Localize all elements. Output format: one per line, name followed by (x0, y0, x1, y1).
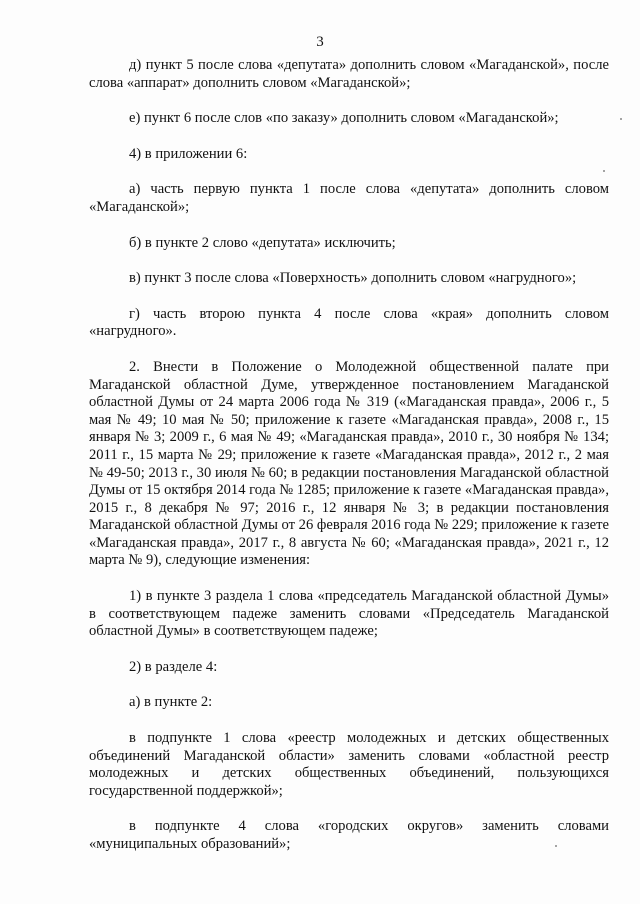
paragraph-subpoint-1: в подпункте 1 слова «реестр молодежных и детских общественных объединений Магаданской области» заменить словами «областной реестр молодежных и детских общественных объединений, пользующихся государственной поддержкой»; (89, 730, 609, 799)
paragraph-item-a: а) часть первую пункта 1 после слова «депутата» дополнить словом «Магаданской»; (89, 181, 609, 215)
paragraph-item-b: б) в пункте 2 слово «депутата» исключить; (129, 234, 396, 251)
paragraph-section-2: 2. Внести в Положение о Молодежной общественной палате при Магаданской областной Думе, утвержденное постановлением Магаданской областной Думы от 24 марта 2006 года № 319 («Магаданская правда», 2006 г., 5 мая № 49; 10 мая № 50; приложение к газете «Магаданская правда», 2008 г., 15 января № 3; 2009 г., 6 мая № 49; «Магаданская правда», 2010 г., 30 ноября № 134; 2011 г., 15 марта № 29; приложение к газете «Магаданская правда», 2012 г., 2 мая № 49-50; 2013 г., 30 июля № 60; в редакции постановления Магаданской областной Думы от 15 октября 2014 года № 1285; приложение к газете «Магаданская правда», 2015 г., 8 декабря № 97; 2016 г., 12 января № 3; в редакции постановления Магаданской областной Думы от 26 февраля 2016 года № 229; приложение к газете «Магаданская правда», 2017 г., 8 августа № 60; «Магаданская правда», 2021 г., 12 марта № 9), следующие изменения: (89, 358, 609, 569)
scan-speck (603, 170, 605, 172)
paragraph-appendix-6: 4) в приложении 6: (129, 145, 248, 162)
paragraph-change-1: 1) в пункте 3 раздела 1 слова «председатель Магаданской областной Думы» в соответствующем падеже заменить словами «Председатель Магаданской областной Думы» в соответствующем падеже; (89, 588, 609, 640)
page-number: 3 (316, 34, 324, 50)
paragraph-item-g: г) часть второю пункта 4 после слова «края» дополнить словом «нагрудного». (89, 305, 609, 340)
document-body (89, 57, 609, 868)
scan-speck (555, 845, 557, 847)
paragraph-subpoint-4: в подпункте 4 слова «городских округов» заменить словами «муниципальных образований»; (89, 818, 609, 852)
scan-speck (620, 118, 622, 120)
paragraph-item-d: д) пункт 5 после слова «депутата» дополнить словом «Магаданской», после слова «аппарат» дополнить словом «Магаданской»; (89, 57, 609, 91)
paragraph-item-e: е) пункт 6 после слов «по заказу» дополнить словом «Магаданской»; (129, 110, 559, 127)
paragraph-change-2: 2) в разделе 4: (129, 658, 218, 675)
paragraph-subitem-a: а) в пункте 2: (129, 694, 213, 711)
paragraph-item-v: в) пункт 3 после слова «Поверхность» дополнить словом «нагрудного»; (129, 270, 577, 287)
